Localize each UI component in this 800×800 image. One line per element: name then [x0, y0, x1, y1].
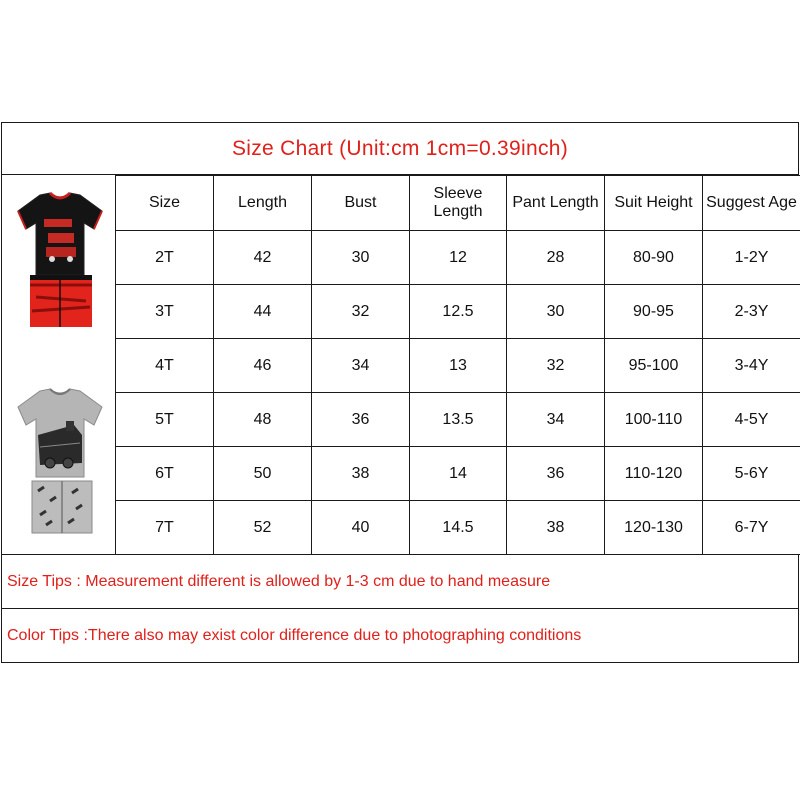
cell-suggest-age: 4-5Y — [703, 393, 800, 447]
cell-suggest-age: 6-7Y — [703, 501, 800, 555]
cell-bust: 36 — [312, 393, 410, 447]
cell-size: 4T — [116, 339, 214, 393]
cell-size: 3T — [116, 285, 214, 339]
table-row — [116, 501, 800, 555]
header-suggest-age: Suggest Age — [703, 176, 800, 231]
color-tips-text: Color Tips :There also may exist color difference due to photographing conditions — [7, 626, 582, 644]
cell-bust: 32 — [312, 285, 410, 339]
cell-bust: 40 — [312, 501, 410, 555]
cell-suggest-age: 1-2Y — [703, 231, 800, 285]
outfit-gray-train-image — [10, 385, 110, 540]
table-row — [116, 339, 800, 393]
cell-sleeve-length: 14.5 — [410, 501, 507, 555]
cell-length: 48 — [214, 393, 312, 447]
cell-pant-length: 38 — [507, 501, 605, 555]
cell-pant-length: 32 — [507, 339, 605, 393]
size-tips-row — [1, 554, 799, 609]
size-table — [115, 175, 800, 555]
header-bust: Bust — [312, 176, 410, 231]
cell-sleeve-length: 12.5 — [410, 285, 507, 339]
header-pant-length: Pant Length — [507, 176, 605, 231]
table-row — [116, 447, 800, 501]
cell-size: 7T — [116, 501, 214, 555]
cell-length: 44 — [214, 285, 312, 339]
cell-sleeve-length: 14 — [410, 447, 507, 501]
cell-suit-height: 95-100 — [605, 339, 703, 393]
header-length: Length — [214, 176, 312, 231]
cell-length: 50 — [214, 447, 312, 501]
size-tips-text: Size Tips : Measurement different is allowed by 1-3 cm due to hand measure — [7, 572, 551, 590]
cell-length: 52 — [214, 501, 312, 555]
cell-bust: 30 — [312, 231, 410, 285]
cell-suggest-age: 5-6Y — [703, 447, 800, 501]
cell-suit-height: 110-120 — [605, 447, 703, 501]
cell-length: 46 — [214, 339, 312, 393]
cell-length: 42 — [214, 231, 312, 285]
table-row — [116, 393, 800, 447]
table-row — [116, 285, 800, 339]
cell-suit-height: 100-110 — [605, 393, 703, 447]
cell-size: 2T — [116, 231, 214, 285]
cell-pant-length: 36 — [507, 447, 605, 501]
cell-suggest-age: 3-4Y — [703, 339, 800, 393]
cell-suit-height: 80-90 — [605, 231, 703, 285]
product-thumbnails — [1, 175, 116, 555]
cell-bust: 34 — [312, 339, 410, 393]
header-suit-height: Suit Height — [605, 176, 703, 231]
header-sleeve-length: Sleeve Length — [410, 176, 507, 231]
cell-sleeve-length: 12 — [410, 231, 507, 285]
cell-pant-length: 30 — [507, 285, 605, 339]
cell-pant-length: 28 — [507, 231, 605, 285]
table-row — [116, 231, 800, 285]
header-size: Size — [116, 176, 214, 231]
cell-suit-height: 90-95 — [605, 285, 703, 339]
cell-suit-height: 120-130 — [605, 501, 703, 555]
cell-bust: 38 — [312, 447, 410, 501]
table-header-row — [116, 176, 800, 231]
cell-size: 5T — [116, 393, 214, 447]
cell-pant-length: 34 — [507, 393, 605, 447]
cell-size: 6T — [116, 447, 214, 501]
cell-sleeve-length: 13.5 — [410, 393, 507, 447]
cell-suggest-age: 2-3Y — [703, 285, 800, 339]
size-chart-title-row — [1, 122, 799, 175]
outfit-black-red-truck-image — [10, 189, 110, 329]
cell-sleeve-length: 13 — [410, 339, 507, 393]
color-tips-row — [1, 608, 799, 663]
size-chart-sheet — [0, 122, 800, 663]
size-chart-title: Size Chart (Unit:cm 1cm=0.39inch) — [231, 136, 569, 160]
